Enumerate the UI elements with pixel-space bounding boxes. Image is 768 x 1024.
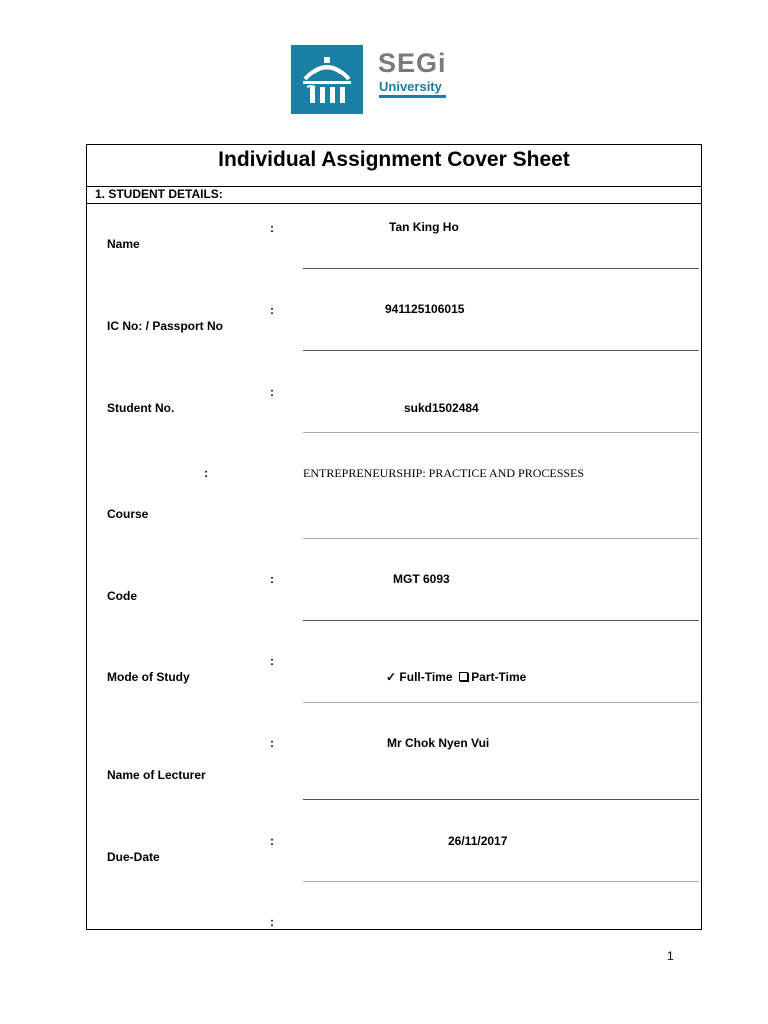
code-value[interactable]: MGT 6093 [393,572,450,586]
ic-label: IC No: / Passport No [107,319,224,333]
due-date-value[interactable]: 26/11/2017 [448,834,508,848]
code-label: Code [107,589,137,603]
segi-logo [291,45,451,115]
lecturer-underline [303,799,699,800]
page-number: 1 [667,949,674,963]
ic-value[interactable]: 941125106015 [385,302,465,316]
mode-colon: : [270,654,274,668]
lecturer-value[interactable]: Mr Chok Nyen Vui [387,736,490,750]
section-heading: 1. STUDENT DETAILS: [87,187,701,204]
mode-label: Mode of Study [107,670,190,684]
cover-sheet-form [86,144,702,930]
student-no-label: Student No. [107,401,175,415]
due-date-label: Due-Date [107,850,160,864]
name-label: Name [107,237,140,251]
logo-name: SEGi [378,48,447,78]
code-underline [303,620,699,621]
university-building-icon [291,45,363,114]
lecturer-colon: : [270,736,274,750]
page-title: Individual Assignment Cover Sheet [87,145,701,187]
student-no-colon: : [270,385,274,399]
course-label: Course [107,507,149,521]
student-no-value[interactable]: sukd1502484 [404,401,479,415]
lecturer-label: Name of Lecturer [107,768,206,782]
code-colon: : [270,572,274,586]
course-value[interactable]: ENTREPRENEURSHIP: PRACTICE AND PROCESSES [303,466,585,480]
student-no-underline [303,432,699,433]
name-underline [303,268,699,269]
due-date-colon: : [270,834,274,848]
mode-underline [303,702,699,703]
ic-underline [303,350,699,351]
mode-of-study-options [386,670,526,684]
part-time-checkbox-icon[interactable] [459,672,468,681]
next-field-colon: : [270,915,274,929]
logo-underline [379,95,446,98]
logo-subtitle: University [379,79,442,94]
name-value[interactable]: Tan King Ho [389,220,459,234]
due-date-underline [303,881,699,882]
part-time-label: Part-Time [471,670,527,684]
course-colon: : [204,466,208,480]
name-colon: : [270,221,274,235]
course-underline [303,538,699,539]
full-time-check-icon[interactable]: ✓ [386,670,397,684]
full-time-label: Full-Time [399,670,453,684]
ic-colon: : [270,303,274,317]
